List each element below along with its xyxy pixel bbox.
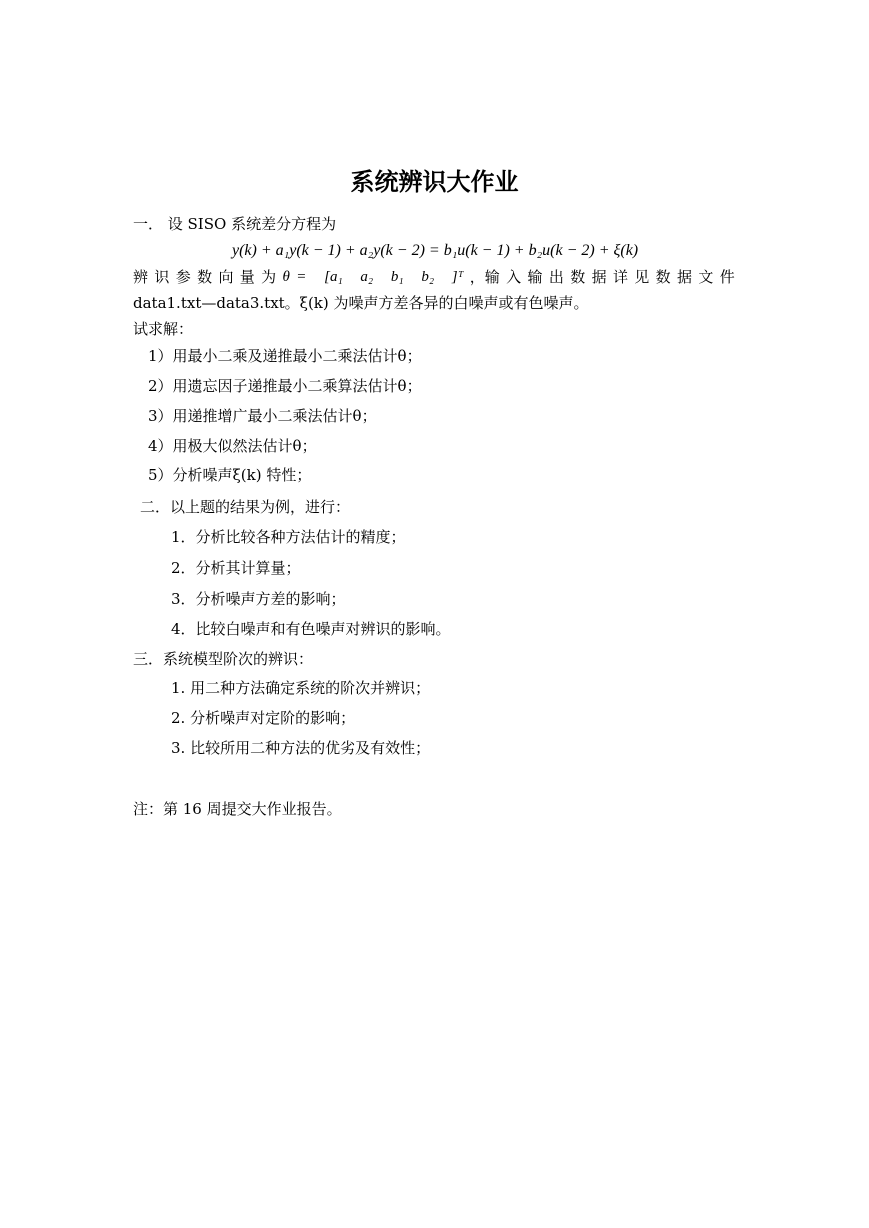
section-1-heading: 一． 设 SISO 系统差分方程为 <box>133 215 337 233</box>
theta-symbol: θ <box>282 269 290 285</box>
task-item: 2）用遗忘因子递推最小二乘算法估计θ； <box>148 377 422 395</box>
data-files-line: data1.txt—data3.txt。ξ(k) 为噪声方差各异的白噪声或有色噪声。 <box>133 294 589 312</box>
section-2-item: 1．分析比较各种方法估计的精度； <box>171 528 406 546</box>
difference-equation: y(k) + a₁y(k − 1) + a₂y(k − 2) = b₁u(k − 1) + b₂u(k − 2) + ξ(k) <box>232 242 639 259</box>
section-3-heading: 三．系统模型阶次的辨识： <box>133 650 314 668</box>
submission-note: 注：第 16 周提交大作业报告。 <box>133 800 342 818</box>
page-title: 系统辨识大作业 <box>350 168 519 196</box>
task-item: 5）分析噪声ξ(k) 特性； <box>148 466 312 484</box>
section-3-item: 3. 比较所用二种方法的优劣及有效性； <box>171 739 431 757</box>
task-item: 3）用递推增广最小二乘法估计θ； <box>148 407 377 425</box>
parameter-vector: = [a₁ a₂ b₁ b₂ ]ᵀ <box>296 269 464 285</box>
task-item: 1）用最小二乘及递推最小二乘法估计θ； <box>148 347 422 365</box>
section-2-item: 4．比较白噪声和有色噪声对辨识的影响。 <box>171 620 451 638</box>
section-2-item: 3．分析噪声方差的影响； <box>171 590 346 608</box>
task-item: 4）用极大似然法估计θ； <box>148 437 317 455</box>
section-2-item: 2．分析其计算量； <box>171 559 301 577</box>
solve-prompt: 试求解： <box>133 320 194 338</box>
parameter-vector-line: 辨 识 参 数 向 量 为 θ = [a₁ a₂ b₁ b₂ ]ᵀ ，输 入 输 出 数 据 详 见 数 据 文 件 <box>133 268 735 286</box>
section-3-item: 2. 分析噪声对定阶的影响； <box>171 709 356 727</box>
section-3-item: 1. 用二种方法确定系统的阶次并辨识； <box>171 679 431 697</box>
section-2-heading: 二．以上题的结果为例，进行： <box>140 498 351 516</box>
